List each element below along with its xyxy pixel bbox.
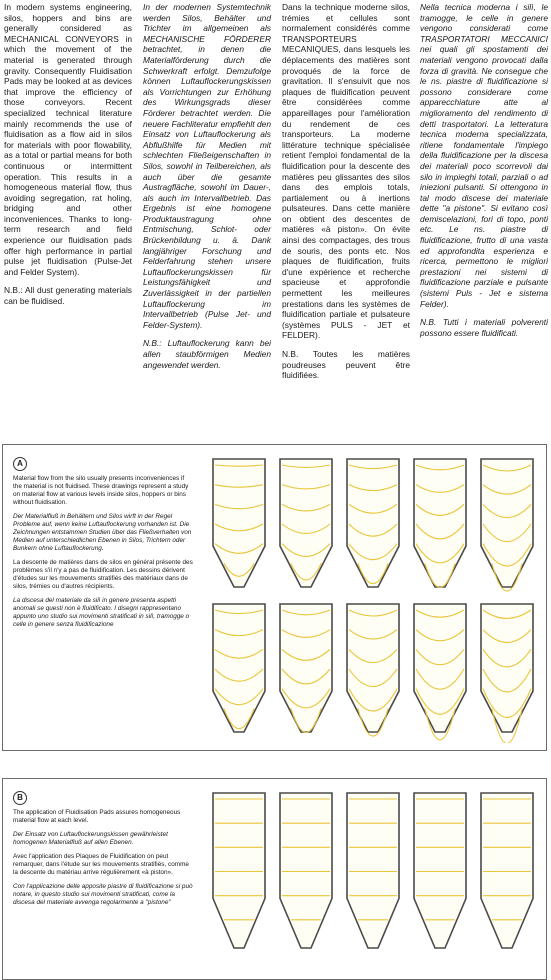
panel-a-captions xyxy=(13,475,193,635)
silo-drawing-fluidised xyxy=(213,793,265,948)
silo-drawing-fluidised xyxy=(280,793,332,948)
panel-b-captions xyxy=(13,809,193,913)
column-french xyxy=(282,2,410,389)
french-paragraph: Dans la technique moderne silos, trémies et cellules sont normalement considérés comme TRANSPORTEURS MECANIQUES, dans lesquels les déplacements des matières sont provoqués de la force de gravitation. Il s'ensuivit que nos plaques de fluidification peuvent être considérées comme appareillages pour l'amélioration du rendement de ces transporteurs. La moderne littérature technique spécialisée retient l'emploi fondamental de la fluidification pour la descente des matières peu glissantes des silos dans des emplois totals, partialement ou à inertions pulsateures. Dans cette manière on obtient des descentes de matières «à piston». On évite ainsi des compactages, des trous de souris, des ponts etc. Nos plaques de fluidification, fruits d'une expérience et recherche spacieuse et approfondie permettent les meilleures prestations dans les systèmes de fluidification partiale et pulsateure (systèmes PULS - JET et FELDER). xyxy=(282,2,410,341)
silo-drawing xyxy=(347,459,399,587)
silo-drawing xyxy=(280,604,332,732)
silo-drawing-fluidised xyxy=(481,793,533,948)
panel-a-without-fluidisation xyxy=(2,444,547,751)
silo-drawing-fluidised xyxy=(347,793,399,948)
english-note: N.B.: All dust generating materials can be fluidised. xyxy=(4,285,132,307)
silo-drawing-fluidised xyxy=(414,793,466,948)
panel-a-caption-en: Material flow from the silo usually presents inconveniences if the material is not fluidised. These drawings represent a study on material flow at various levels inside silos, hoppers or bins without fluidisation. xyxy=(13,475,189,506)
panel-b-caption-fr: Avec l'application des Plaques de Fluidification on peut remarquer, dans l'étude sur les mouvements stratifiés, comme la descente du matériau arrive régulièrement «à piston». xyxy=(13,853,189,876)
english-paragraph: In modern systems engineering, silos, hoppers and bins are generally considered as MECHANICAL CONVEYORS in which the movement of the material is generated through gravity. Consequently Fluidisation Pads may be looked at as devices that improve the efficiency of those conveyors. Recent specialized technical literature mainly recommends the use of fluidisation as a flow aid in silos for materials with poor flowability, as a total or partial means for both continuous or intermittent operation. This results in a homogeneous material flow, thus avoiding segregation, rat holing, bridging and other inconveniences. Thanks to long-term research and field experience our fluidisation pads offer high performance in partial pulse jet fluidisation (Pulse-Jet and Felder System). xyxy=(4,2,132,277)
column-italian xyxy=(420,2,548,346)
column-german xyxy=(143,2,271,378)
french-note: N.B. Toutes les matières poudreuses peuvent être fluidifiées. xyxy=(282,349,410,381)
panel-b-letter: B xyxy=(13,791,27,805)
silo-drawing xyxy=(481,604,533,743)
silo-flow-drawings-a xyxy=(208,451,543,743)
german-note: N.B.: Luftauflockerung kann bei allen staubförmigen Medien angewendet werden. xyxy=(143,338,271,370)
silo-drawing xyxy=(414,604,466,740)
panel-a-caption-fr: La descente de matières dans de silos en général présente des problèmes s'il n'y a pas de fluidification. Les dessins dérivent d'études sur les mouvements stratifiés des matériaux dans de silos, trémies ou d'autres récipients. xyxy=(13,559,193,590)
panel-b-with-fluidisation xyxy=(2,778,547,980)
silo-drawing xyxy=(414,459,466,587)
silo-flow-drawings-b xyxy=(208,785,543,970)
italian-note: N.B. Tutti i materiali polverenti possono essere fluidificati. xyxy=(420,317,548,338)
silo-drawing xyxy=(213,604,265,732)
silo-drawing xyxy=(213,459,265,587)
panel-a-letter: A xyxy=(13,457,27,471)
silo-drawing xyxy=(481,459,533,591)
panel-a-caption-it: La discesa del materiale da silì in genere presenta aspetti anomali se questi non è fluidificato. I disegni rappresentano appunto uno studio sui movimenti stratificati in silì, tramogge o celle in genere senza fluidificazione xyxy=(13,597,190,628)
italian-paragraph: Nella tecnica moderna i silì, le tramogge, le celle in genere vengono considerati come TRASPORTATORI MECCANICI nei quali gli spostamenti dei materiali vengono provocati dalla forza di gravità. Ne consegue che le ns. piastre di fluidificazione si possono considerare come apparecchiature atte al miglioramento del rendimento di detti trasportatori. La letteratura tecnica moderna specializzata, ritiene fondamentale l'impiego della fluidificazione per la discesa dei materiali poco scorrevoli dai silo in impieghi totali, parziali o ad iniezioni pulsanti. Si ottengono in tal modo discese dei materiale dette "a pistone". Si evitano così demiscelazioni, fori di topo, ponti etc. Le ns. piastre di fluidificazione, frutto di una vasta ed approfondita esperienza e ricerca, permettono le migliori prestazioni nei sistemi di fluidificazione parziale e pulsante (sistemi Puls - Jet e sistema Felder). xyxy=(420,2,548,309)
panel-b-caption-it: Con l'applicazione delle apposite piastre di fluidificazione si può notare, in questo studio sui movimenti stratificati, come la discesa del materiale avvenga regolarmente a "pistone" xyxy=(13,883,193,906)
column-english xyxy=(4,2,132,315)
panel-b-caption-en: The application of Fluidisation Pads assures homogeneous material flow at each level. xyxy=(13,809,181,824)
german-paragraph: In der modernen Systemtechnik werden Silos, Behälter und Trichter im allgemeinen als MECHANISCHE FÖRDERER betrachtet, in denen die Materialförderung durch die Schwerkraft erfolgt. Demzufolge können Luftauflockerungskissen als Vorrichtungen zur Erhöhung des Wirkungsgrads dieser Förderer betrachtet werden. Die neuere Fachliteratur empfiehlt den Einsatz von Luftauflockerung als Abflußhilfe für Medien mit schlechten Fließeigenschaften in Silos, sowohl in Teilbereichen, als auch über die gesamte Austragfläche, sowohl im Dauer-, als auch im Intervallbetrieb. Das Ergebnis ist eine homogene Produktaustragung ohne Entmischung, Schlot- oder Brückenbildung u. ä. Dank langjähriger Forschung und Felderfahrung stehen unsere Luftauflockerungskissen für Leistungsfähigkeit und Zuverlässigkeit in der partiellen Luftauflockerung im Intervallbetrieb (Pulse Jet- und Felder-System). xyxy=(143,2,271,330)
silo-drawing xyxy=(347,604,399,736)
silo-drawing xyxy=(280,459,332,587)
text-columns xyxy=(4,2,548,381)
panel-a-caption-de: Der Materialfluß in Behältern und Silos wirft in der Regel Probleme auf, wenn keine Luftauflockerung vorhanden ist. Die Zeichnungen entstammen Studien über das Fließverhalten von Medien auf unterschiedlichen Ebenen in Silos, Trichtern oder Bunkern ohne Luftauflockerung. xyxy=(13,513,192,552)
panel-b-caption-de: Der Einsatz von Luftauflockerungskissen gewährleistet homogenen Materialfluß auf allen Ebenen. xyxy=(13,831,168,846)
